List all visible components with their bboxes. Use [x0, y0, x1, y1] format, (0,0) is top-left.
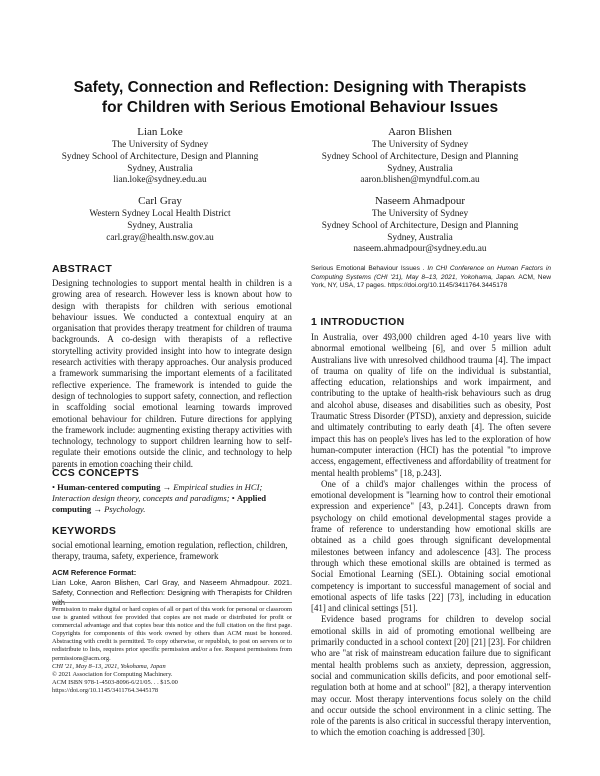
ccs-concept-2: Applied computing — [52, 493, 267, 515]
ccs-concept-2-detail: Psychology. — [104, 504, 146, 515]
author-location: Sydney, Australia — [127, 163, 193, 174]
ccs-concepts — [52, 482, 292, 516]
author-location: Sydney, Australia — [387, 232, 453, 243]
reference-continued-title: Serious Emotional Behaviour Issues . — [311, 265, 428, 272]
ccs-bullet: • — [231, 493, 235, 504]
reference-format-text: Lian Loke, Aaron Blishen, Carl Gray, and Naseem Ahmadpour. 2021. Safety, Connection and Reflection: Designing with Therapists for Children with — [52, 578, 292, 607]
introduction-text — [311, 332, 551, 739]
ccs-arrow: → — [93, 504, 102, 515]
keywords-text: social emotional learning, emotion regulation, reflection, children, therapy, trauma, safety, experience, framework — [52, 540, 288, 562]
abstract-heading: ABSTRACT — [52, 263, 113, 275]
author-email: naseem.ahmadpour@sydney.edu.au — [353, 244, 487, 255]
author-email: carl.gray@health.nsw.gov.au — [106, 232, 214, 243]
permission-block — [52, 606, 292, 695]
permission-text: Permission to make digital or hard copies of all or part of this work for personal or classroom use is granted without fee provided that copies are not made or distributed for profit or commercial advantage and that copies bear this notice and the full citation on the first page. Copyrights for components of this work owned by others than ACM must be honored. Abstracting with credit is permitted. To copy otherwise, or republish, to post on servers or to redistribute to lists, requires prior specific permission and/or a fee. Request permissions from permissions@acm.org. — [52, 606, 292, 662]
footnote-divider — [52, 602, 292, 603]
author-name: Aaron Blishen — [388, 126, 452, 138]
author-school: Sydney School of Architecture, Design and Planning — [61, 151, 259, 162]
paper-title — [30, 78, 570, 118]
permission-venue: CHI '21, May 8–13, 2021, Yokohama, Japan — [52, 662, 166, 670]
abstract-text — [52, 278, 292, 470]
author-email: lian.loke@sydney.edu.au — [113, 175, 207, 186]
introduction-paragraph-3: Evidence based programs for children to develop social emotional skills in aid of promoting emotional wellbeing are primarily conducted in a school context [20] [21] [23]. For children who are "at risk of mainstream education failure due to significant mental health problems such as anxiety, depression, aggression, social and communication skills deficits, and poor emotional self-regulation both at home and at school" [82], a therapy intervention may occur. Most therapy interventions focus solely on the child and occur outside the school environment in a clinic setting. The role of the parents is also critical in successful therapy intervention, to which the emotion coaching is addressed [30]. — [311, 614, 551, 738]
reference-format-continued — [311, 265, 551, 291]
author-name: Lian Loke — [137, 126, 183, 138]
reference-format-heading: ACM Reference Format: — [52, 568, 137, 577]
author-block-4 — [300, 195, 540, 256]
introduction-heading: 1 INTRODUCTION — [311, 316, 405, 328]
permission-copyright: © 2021 Association for Computing Machinery. — [52, 670, 173, 678]
author-affiliation: The University of Sydney — [111, 140, 209, 150]
author-affiliation: The University of Sydney — [371, 209, 469, 219]
author-block-2 — [300, 126, 540, 187]
permission-doi: https://doi.org/10.1145/3411764.3445178 — [52, 686, 159, 694]
author-affiliation: Western Sydney Local Health District — [89, 209, 231, 219]
ccs-bullet: • — [52, 482, 56, 492]
keywords-heading: KEYWORDS — [52, 525, 117, 537]
author-email: aaron.blishen@myndful.com.au — [360, 175, 480, 186]
ccs-concept-1: Human-centered computing — [57, 482, 161, 492]
ccs-concept-1-detail: Empirical studies in HCI; Interaction design theory, concepts and paradigms; — [52, 482, 263, 504]
reference-continued-venue: In CHI Conference on Human Factors in Computing Systems (CHI '21), May 8–13, 2021, Yokohama, Japan. — [311, 265, 551, 281]
ccs-arrow: → — [162, 482, 172, 492]
ccs-heading: CCS CONCEPTS — [52, 467, 140, 479]
author-block-3 — [40, 195, 280, 244]
author-affiliation: The University of Sydney — [371, 140, 469, 150]
introduction-paragraph-1: In Australia, over 493,000 children aged 4-10 years live with abnormal emotional wellbeing [6], and over 5 million adult Australians live with unresolved childhood trauma [4]. The impact of trauma on quality of life on the individual is substantial, affecting education, relationships and work impairment, and contributing to the uptake of health-risk behaviours such as drug and alcohol abuse, diseases and disabilities such as obesity, Post Traumatic Stress Disorder (PTSD), anxiety and depression, suicide and ultimately contributing to early death [4]. The often severe impact this has on people's lives has led to the exploration of how human-computer interaction (HCI) has the potential "to improve access, engagement, effectiveness and affordability of treatment for mental health problems" [18, p.243]. — [311, 332, 551, 478]
author-block-1 — [40, 126, 280, 187]
author-location: Sydney, Australia — [127, 220, 193, 231]
author-name: Naseem Ahmadpour — [374, 195, 466, 207]
author-school: Sydney School of Architecture, Design and Planning — [321, 220, 519, 231]
author-name: Carl Gray — [138, 195, 182, 207]
author-location: Sydney, Australia — [387, 163, 453, 174]
reference-continued-doi: ACM, New York, NY, USA, 17 pages. https://doi.org/10.1145/3411764.3445178 — [311, 273, 551, 290]
paper-title-line-2: for Children with Serious Emotional Behaviour Issues — [101, 99, 499, 116]
author-school: Sydney School of Architecture, Design and Planning — [321, 151, 519, 162]
paper-title-line-1: Safety, Connection and Reflection: Designing with Therapists — [73, 79, 527, 96]
abstract-paragraph: Designing technologies to support mental health in children is a growing area of research. However less is known about how to design with therapists for children with serious emotional behaviour issues. We conducted a contextual enquiry at an organisation that provides therapy treatment for children of trauma backgrounds. A co-design with therapists of a reflective storytelling activity provided insight into how to integrate design research activities with therapy approaches. Our analysis produced a framework summarising the important elements of a facilitated reflective experience. The framework is intended to guide the design of technologies to support safety, connection, and reflection in scaffolding social emotional learning towards improved emotional behaviour for children. Future directions for applying the framework include: augmenting existing therapy activities with technology, technology to support children learning how to self-regulate their emotions outside the clinic, and technology to help parents in emotion coaching their child. — [52, 278, 292, 469]
permission-isbn: ACM ISBN 978-1-4503-8096-6/21/05. . . $15.00 — [52, 678, 178, 686]
introduction-paragraph-2: One of a child's major challenges within the process of emotional development is "learning how to control their emotional expression and experience" [43, p.241]. Concepts drawn from psychology on child emotional developmental stages provide a frame of reference to understanding how emotional skills are obtained as a child goes through significant developmental milestones between infancy and adolescence [43]. The process through which these emotional skills are obtained is termed as Social Emotional Learning (SEL). Obtaining social emotional competency is important to successful management of social and emotional aspects of life tasks [22] [73], including in education [41] and clinical settings [51]. — [311, 478, 551, 614]
